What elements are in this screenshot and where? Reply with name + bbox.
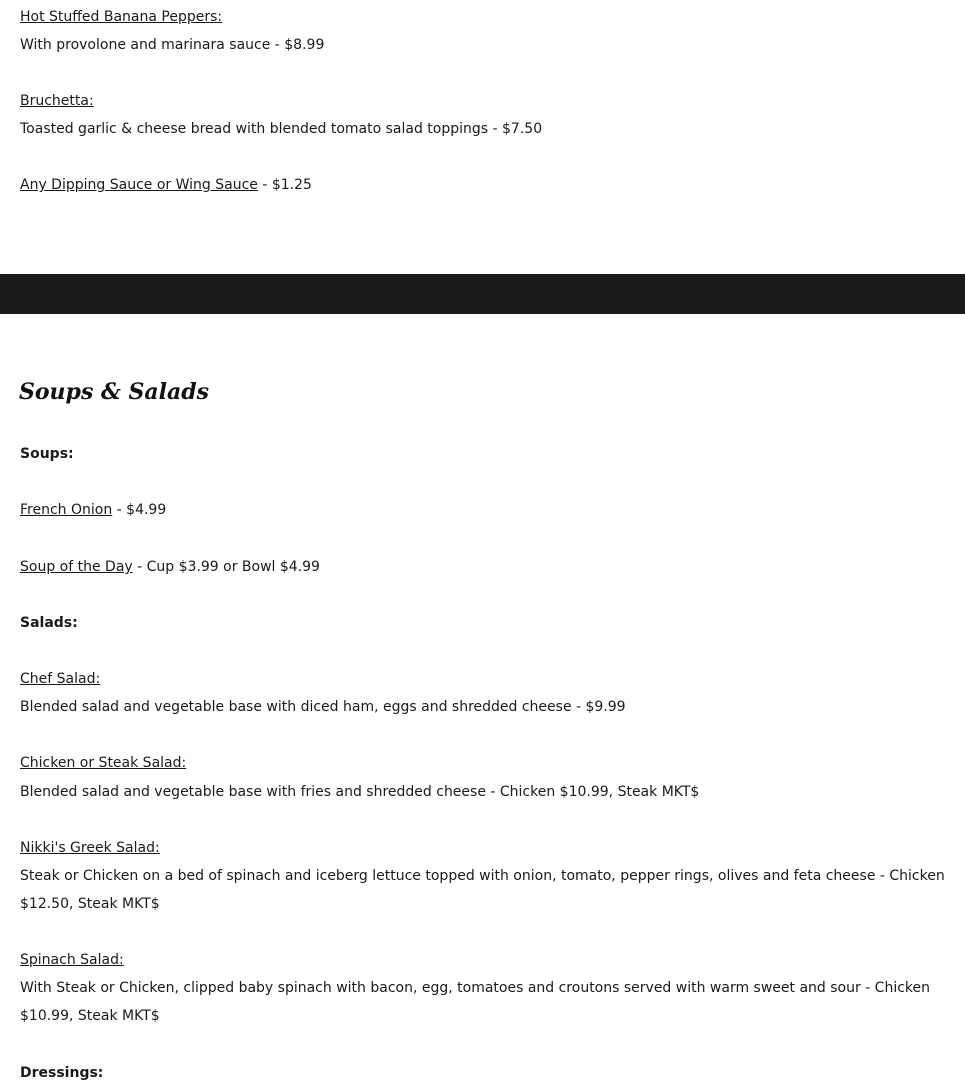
bruchetta-title: Bruchetta: [20,93,94,109]
greek-salad-title: Nikki's Greek Salad: [20,840,160,856]
french-onion-item [20,496,166,524]
dipping-sauce-price: - $1.25 [257,177,312,193]
spinach-salad-description: With Steak or Chicken, clipped baby spinach with bacon, egg, tomatoes and croutons served with warm sweet and sour - Chicken $10.99, Steak MKT$ [20,980,931,1024]
soup-of-day-price: - Cup $3.99 or Bowl $4.99 [132,559,320,575]
chicken-steak-salad-title: Chicken or Steak Salad: [20,755,187,771]
dipping-sauce-item [20,171,312,199]
greek-salad-description: Steak or Chicken on a bed of spinach and iceberg lettuce topped with onion, tomato, pepper rings, olives and feta cheese - Chicken $12.50, Steak MKT$ [20,868,945,912]
soups-heading: Soups: [20,446,74,462]
chef-salad-description: Blended salad and vegetable base with diced ham, eggs and shredded cheese - $9.99 [20,699,626,715]
bruchetta-description: Toasted garlic & cheese bread with blended tomato salad toppings - $7.50 [20,121,543,137]
salads-heading: Salads: [20,615,78,631]
soup-of-day-item [20,553,320,581]
dressings-heading: Dressings: [20,1065,104,1081]
chef-salad-title: Chef Salad: [20,671,101,687]
dipping-sauce-title: Any Dipping Sauce or Wing Sauce [20,177,258,193]
french-onion-title: French Onion [20,502,113,518]
soup-of-day-title: Soup of the Day [20,559,133,575]
banana-peppers-title: Hot Stuffed Banana Peppers: [20,9,223,25]
chicken-steak-salad-description: Blended salad and vegetable base with fries and shredded cheese - Chicken $10.99, Steak MKT$ [20,784,700,800]
spinach-salad-title: Spinach Salad: [20,952,124,968]
french-onion-price: - $4.99 [112,502,167,518]
section-title: Soups & Salads [19,379,210,405]
banana-peppers-description: With provolone and marinara sauce - $8.99 [20,37,325,53]
section-divider-band [0,274,965,314]
